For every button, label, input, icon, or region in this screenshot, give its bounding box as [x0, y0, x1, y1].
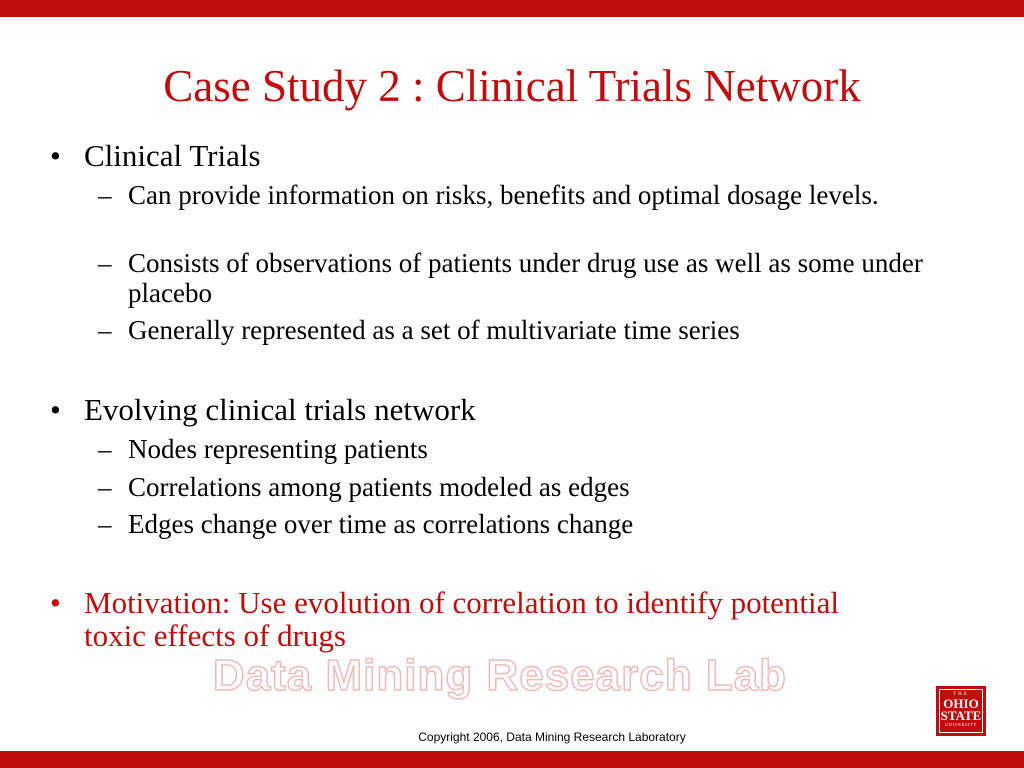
watermark-text: Data Mining Research Lab	[212, 651, 788, 700]
bullet-text: Motivation: Use evolution of correlation to identify potential toxic effects of drugs	[84, 585, 840, 653]
sub-bullet-edges	[98, 472, 1008, 502]
sub-bullet-text: Consists of observations of patients under drug use as well as some under placebo	[128, 248, 923, 308]
bullet-marker: •	[50, 392, 61, 427]
logo-line-ohio: OHIO	[943, 696, 979, 711]
dash-marker: –	[98, 472, 112, 502]
bullet-marker: •	[50, 138, 61, 173]
bullet-text: Clinical Trials	[84, 138, 261, 173]
sub-bullet-text: Correlations among patients modeled as edges	[128, 472, 630, 502]
dash-marker: –	[98, 315, 112, 345]
dash-marker: –	[98, 434, 112, 464]
bullet-text: Evolving clinical trials network	[84, 392, 476, 427]
bullet-motivation	[50, 585, 884, 653]
slide-title: Case Study 2 : Clinical Trials Network	[163, 61, 861, 111]
logo-line-state: STATE	[940, 708, 982, 723]
logo-line-the: THE	[953, 692, 969, 697]
sub-bullet-nodes	[98, 434, 1008, 464]
logo-line-university: UNIVERSITY	[945, 722, 977, 727]
sub-bullet-text: Can provide information on risks, benefits and optimal dosage levels.	[128, 180, 879, 210]
sub-bullet-observations	[98, 248, 1008, 308]
dash-marker: –	[98, 248, 112, 278]
sub-bullet-risks-benefits	[98, 180, 908, 210]
sub-bullet-text: Edges change over time as correlations change	[128, 509, 634, 539]
dash-marker: –	[98, 509, 112, 539]
ohio-state-logo	[936, 686, 986, 736]
copyright-notice: Copyright 2006, Data Mining Research Laboratory	[418, 730, 686, 744]
bullet-evolving-network	[50, 392, 476, 427]
sub-bullet-time-series	[98, 315, 1008, 345]
sub-bullet-text: Generally represented as a set of multivariate time series	[128, 315, 740, 345]
sub-bullet-edges-change	[98, 509, 1008, 539]
bullet-clinical-trials	[50, 138, 261, 173]
bottom-accent-bar	[0, 751, 1024, 768]
sub-bullet-text: Nodes representing patients	[128, 434, 428, 464]
dash-marker: –	[98, 180, 112, 210]
bullet-marker: •	[50, 585, 61, 620]
